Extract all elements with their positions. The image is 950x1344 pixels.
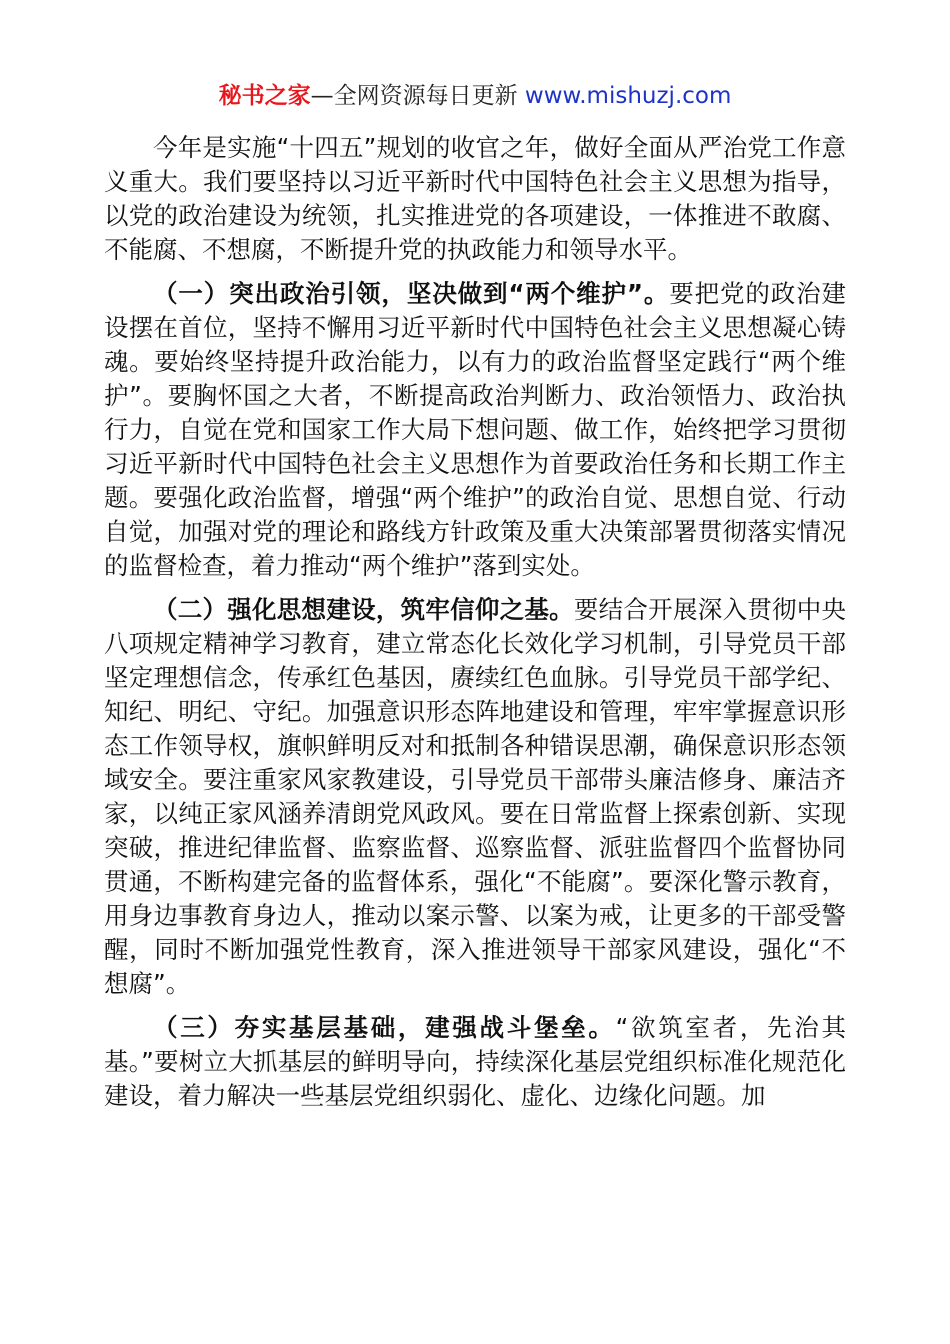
section-three-paragraph <box>104 1011 846 1113</box>
intro-paragraph <box>104 131 846 267</box>
section-two-paragraph <box>104 593 846 1001</box>
site-url: www.mishuzj.com <box>524 83 732 109</box>
brand-name: 秘书之家 <box>218 83 311 109</box>
paragraph-heading: （二）强化思想建设，筑牢信仰之基。 <box>153 595 574 624</box>
paragraph-text: 今年是实施“十四五”规划的收官之年，做好全面从严治党工作意义重大。我们要坚持以习近平新时代中国特色社会主义思想为指导，以党的政治建设为统领，扎实推进党的各项建设，一体推进不敢腐、不能腐、不想腐，不断提升党的执政能力和领导水平。 <box>104 133 846 264</box>
header-tagline: —全网资源每日更新 <box>310 83 525 109</box>
paragraph-text: “欲筑室者，先治其基。”要树立大抓基层的鲜明导向，持续深化基层党组织标准化规范化建设，着力解决一些基层党组织弱化、虚化、边缘化问题。加 <box>104 1013 846 1110</box>
paragraph-text: 要结合开展深入贯彻中央八项规定精神学习教育，建立常态化长效化学习机制，引导党员干部坚定理想信念，传承红色基因，赓续红色血脉。引导党员干部学纪、知纪、明纪、守纪。加强意识形态阵地建设和管理，牢牢掌握意识形态工作领导权，旗帜鲜明反对和抵制各种错误思潮，确保意识形态领域安全。要注重家风家教建设，引导党员干部带头廉洁修身、廉洁齐家，以纯正家风涵养清朗党风政风。要在日常监督上探索创新、实现突破，推进纪律监督、监察监督、巡察监督、派驻监督四个监督协同贯通，不断构建完备的监督体系，强化“不能腐”。要深化警示教育，用身边事教育身边人，推动以案示警、以案为戒，让更多的干部受警醒，同时不断加强党性教育，深入推进领导干部家风建设，强化“不想腐”。 <box>104 595 846 998</box>
document-body <box>104 131 846 1123</box>
paragraph-text: 要把党的政治建设摆在首位，坚持不懈用习近平新时代中国特色社会主义思想凝心铸魂。要始终坚持提升政治能力，以有力的政治监督坚定践行“两个维护”。要胸怀国之大者，不断提高政治判断力、政治领悟力、政治执行力，自觉在党和国家工作大局下想问题、做工作，始终把学习贯彻习近平新时代中国特色社会主义思想作为首要政治任务和长期工作主题。要强化政治监督，增强“两个维护”的政治自觉、思想自觉、行动自觉，加强对党的理论和路线方针政策及重大决策部署贯彻落实情况的监督检查，着力推动“两个维护”落到实处。 <box>104 279 847 580</box>
site-header <box>0 80 950 112</box>
section-one-paragraph <box>104 277 846 583</box>
paragraph-heading: （一）突出政治引领，坚决做到“两个维护”。 <box>153 279 670 308</box>
paragraph-heading: （三）夯实基层基础，建强战斗堡垒。 <box>153 1013 616 1042</box>
